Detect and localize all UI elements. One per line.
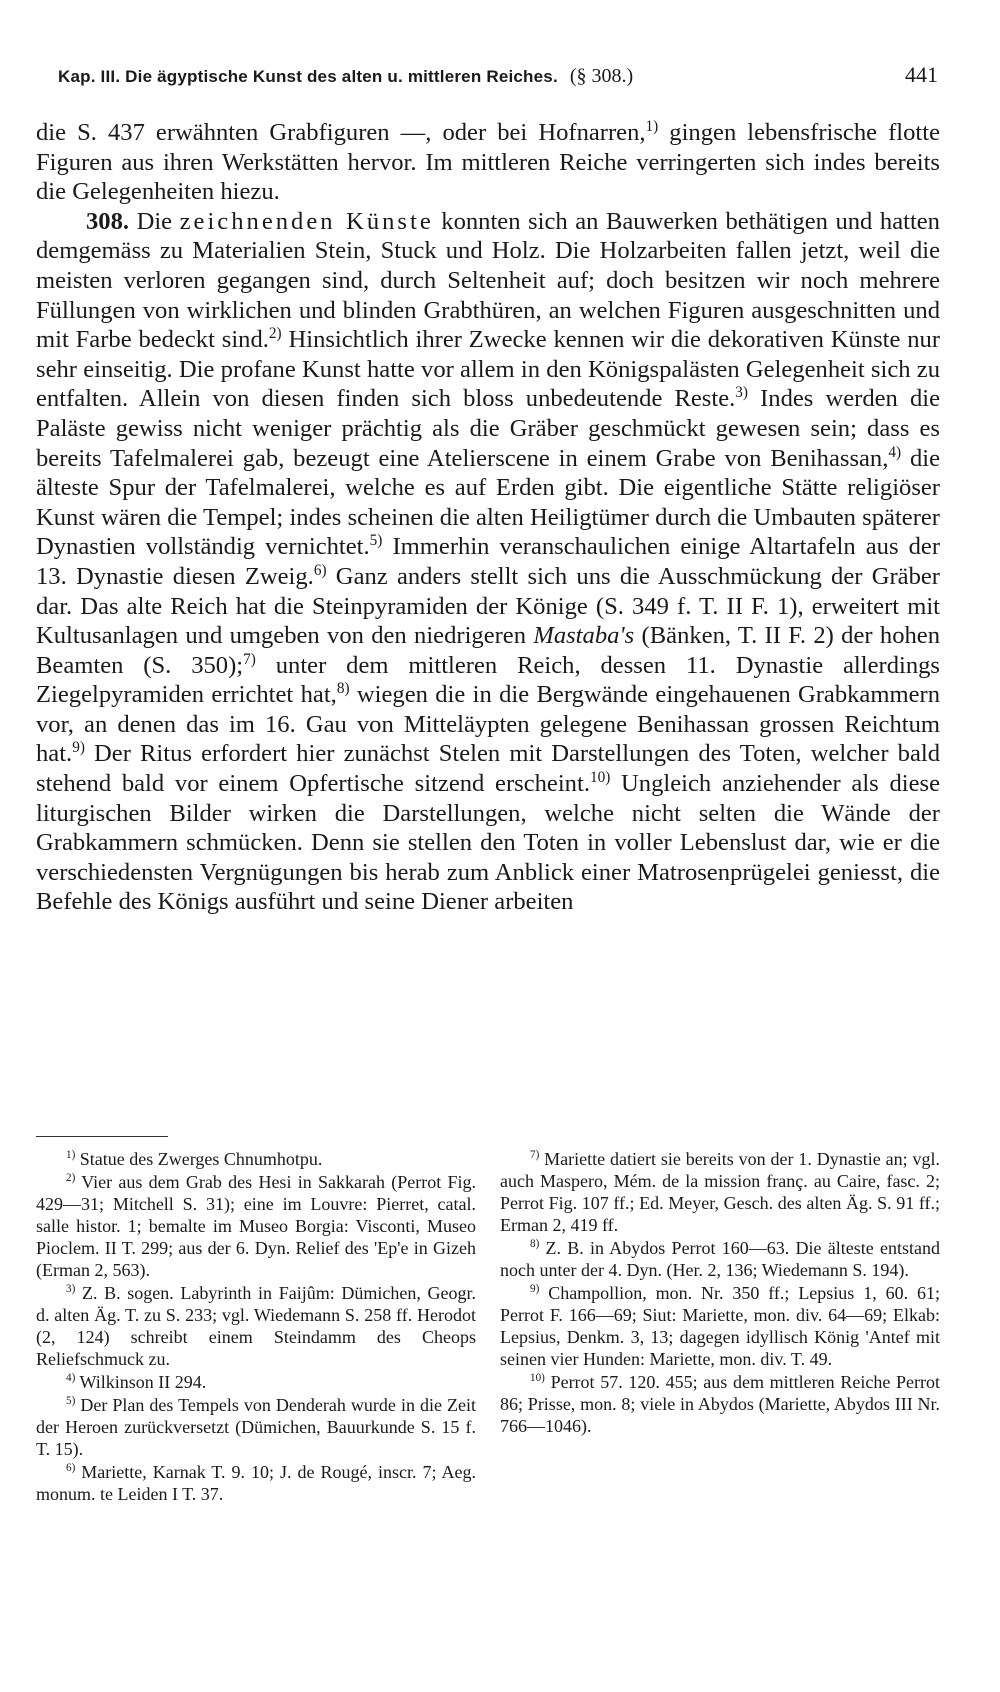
footnote-text: Mariette datiert sie bereits von der 1. Dynastie an; vgl. auch Maspero, Mém. de la mission franç. au Caire, fasc. 2; Perrot Fig. 107 ff.; Ed. Meyer, Gesch. des alten Äg. S. 91 ff.; Erman 2, 419 ff. bbox=[500, 1149, 940, 1235]
footnote bbox=[500, 1371, 940, 1437]
footnote bbox=[36, 1461, 476, 1505]
footnote bbox=[36, 1171, 476, 1281]
footnote-reference: 9) bbox=[72, 739, 85, 757]
text-run: die S. 437 erwähnten Grabfiguren —, oder bei Hofnarren, bbox=[36, 119, 646, 146]
footnote bbox=[36, 1371, 476, 1393]
footnote-text: Statue des Zwerges Chnumhotpu. bbox=[75, 1149, 323, 1169]
footnote-marker: 5) bbox=[66, 1395, 76, 1407]
running-head: Kap. III. Die ägyptische Kunst des alten u. mittleren Reiches. bbox=[58, 67, 558, 86]
footnote-reference: 10) bbox=[589, 768, 611, 786]
text-run: Ungleich anziehender als diese liturgischen Bilder wirken die Darstellungen, welche nicht selten die Wände der Grabkammern schmücken. Denn sie stellen den Toten in voller Lebenslust dar, wie er die verschiedensten Vergnügungen bis herab zum Anblick einer Matrosenprügelei geniesst, die Befehle des Königs ausführt und seine Diener arbeiten bbox=[36, 770, 940, 916]
footnote bbox=[500, 1148, 940, 1236]
footnote-marker: 4) bbox=[66, 1372, 76, 1384]
text-run: Ganz anders stellt sich uns die Ausschmückung der Gräber dar. Das alte Reich hat die Steinpyramiden der Könige (S. 349 f. T. II F. 1), erweitert mit Kultusanlagen und umgeben von den niedrigeren bbox=[36, 562, 940, 650]
footnote-text: Z. B. sogen. Labyrinth in Faijûm: Dümichen, Geogr. d. alten Äg. T. zu S. 233; vgl. Wiedemann S. 258 ff. Herodot (2, 124) schreibt einem Steindamm des Cheops Reliefschmuck zu. bbox=[36, 1283, 476, 1369]
footnote-marker: 2) bbox=[66, 1172, 76, 1184]
text-run: Immerhin veranschaulichen einige Altartafeln aus der 13. Dynastie diesen Zweig. bbox=[36, 533, 941, 590]
footnote-reference: 7) bbox=[243, 650, 256, 668]
footnotes-right-column bbox=[500, 1148, 940, 1506]
text-run: wiegen die in die Bergwände eingehauenen Grabkammern vor, an denen das im 16. Gau von Mitteläypten gelegene Benihassan grossen Reichtum hat. bbox=[36, 681, 941, 768]
footnote-reference: 2) bbox=[268, 324, 282, 342]
footnote-text: Wilkinson II 294. bbox=[75, 1372, 207, 1392]
italic-term: Mastaba's bbox=[533, 622, 635, 650]
paragraph-number: 308. bbox=[86, 207, 130, 235]
footnote-text: Champollion, mon. Nr. 350 ff.; Lepsius 1, 60. 61; Perrot F. 166—69; Siut: Mariette, mon. div. 64—69; Elkab: Lepsius, Denkm. 3, 13; dagegen idyllisch König 'Antef mit seinen vier Hunden: Mariette, mon. div. T. 49. bbox=[500, 1283, 940, 1369]
footnote-marker: 8) bbox=[530, 1238, 540, 1250]
footnote-reference: 5) bbox=[369, 532, 383, 550]
body-paragraph bbox=[36, 118, 940, 207]
footnote-reference: 3) bbox=[735, 384, 748, 402]
footnote bbox=[500, 1237, 940, 1281]
footnote-text: Der Plan des Tempels von Denderah wurde in die Zeit der Heroen zurückversetzt (Dümichen, Bauurkunde S. 15 f. T. 15). bbox=[36, 1395, 476, 1459]
footnote-text: Vier aus dem Grab des Hesi in Sakkarah (Perrot Fig. 429—31; Mitchell S. 31); eine im Louvre: Pierret, catal. salle histor. 1; bemalte im Museo Borgia: Visconti, Museo Pioclem. II T. 299; aus der 6. Dyn. Relief des 'Ep'e in Gizeh (Erman 2, 563). bbox=[36, 1172, 476, 1280]
footnote-marker: 7) bbox=[530, 1149, 540, 1161]
footnote bbox=[36, 1282, 476, 1370]
text-run: unter dem mittleren Reich, dessen 11. Dynastie allerdings Ziegelpyramiden errichtet hat, bbox=[36, 651, 940, 709]
text-run: Der Ritus erfordert hier zunächst Stelen mit Darstellungen des Toten, welcher bald stehend bald vor einem Opfertische sitzend erscheint. bbox=[36, 740, 940, 798]
page-header bbox=[58, 62, 938, 102]
footnote-marker: 9) bbox=[530, 1283, 540, 1295]
text-run: Indes werden die Paläste gewiss nicht weniger prächtig als die Gräber geschmückt gewesen sein; dass es bereits Tafelmalerei gab, bezeugt eine Atelierscene in einem Grabe von Benihassan, bbox=[36, 385, 941, 472]
footnote-reference: 4) bbox=[888, 443, 902, 461]
footnote bbox=[500, 1282, 940, 1370]
footnote-marker: 3) bbox=[66, 1283, 76, 1295]
footnote-text: Z. B. in Abydos Perrot 160—63. Die älteste entstand noch unter der 4. Dyn. (Her. 2, 136; Wiedemann S. 194). bbox=[500, 1238, 940, 1280]
body-paragraph bbox=[36, 207, 940, 917]
footnotes bbox=[36, 1148, 940, 1506]
footnote-marker: 6) bbox=[66, 1462, 76, 1474]
footnote-text: Perrot 57. 120. 455; aus dem mittleren Reiche Perrot 86; Prisse, mon. 8; viele in Abydos (Mariette, Abydos III Nr. 766—1046). bbox=[500, 1372, 940, 1436]
emphasized-term: zeichnenden Künste bbox=[179, 207, 434, 235]
footnotes-left-column bbox=[36, 1148, 476, 1506]
text-run: Die bbox=[129, 207, 180, 235]
footnote-reference: 6) bbox=[313, 561, 327, 579]
footnote-reference: 1) bbox=[645, 117, 659, 135]
text-run: (Bänken, T. II F. 2) der hohen Beamten (S. 350); bbox=[36, 622, 940, 679]
footnote-divider bbox=[36, 1136, 168, 1137]
footnote-marker: 1) bbox=[66, 1149, 76, 1161]
text-run: gingen lebensfrische flotte Figuren aus ihren Werkstätten hervor. Im mittleren Reiche verringerten sich indes bereits die Gelegenheiten hiezu. bbox=[36, 119, 941, 206]
text-run: die älteste Spur der Tafelmalerei, welche es auf Erden gibt. Die eigentliche Stätte religiöser Kunst wären die Tempel; indes scheinen die alten Heiligtümer durch die Umbauten späterer Dynastien vollständig vernichtet. bbox=[36, 444, 940, 561]
page-number: 441 bbox=[905, 62, 938, 87]
footnote bbox=[36, 1394, 476, 1460]
section-reference: (§ 308.) bbox=[569, 65, 634, 87]
footnote-reference: 8) bbox=[336, 680, 350, 698]
footnote-marker: 10) bbox=[530, 1372, 545, 1384]
text-run: konnten sich an Bauwerken bethätigen und hatten demgemäss zu Materialien Stein, Stuck und Holz. Die Holzarbeiten fallen jetzt, weil die meisten verloren gegangen sind, durch Seltenheit auf; doch besitzen wir noch mehrere Füllungen von wirklichen und blinden Grabthüren, an welchen Figuren ausgeschnitten und mit Farbe bedeckt sind. bbox=[36, 207, 940, 354]
footnote bbox=[36, 1148, 476, 1170]
footnote-text: Mariette, Karnak T. 9. 10; J. de Rougé, inscr. 7; Aeg. monum. te Leiden I T. 37. bbox=[36, 1462, 476, 1504]
main-body-text bbox=[36, 118, 940, 917]
text-run: Hinsichtlich ihrer Zwecke kennen wir die dekorativen Künste nur sehr einseitig. Die profane Kunst hatte vor allem in den Königspalästen Gelegenheit sich zu entfalten. Allein von diesen finden sich bloss unbedeutende Reste. bbox=[36, 326, 941, 413]
